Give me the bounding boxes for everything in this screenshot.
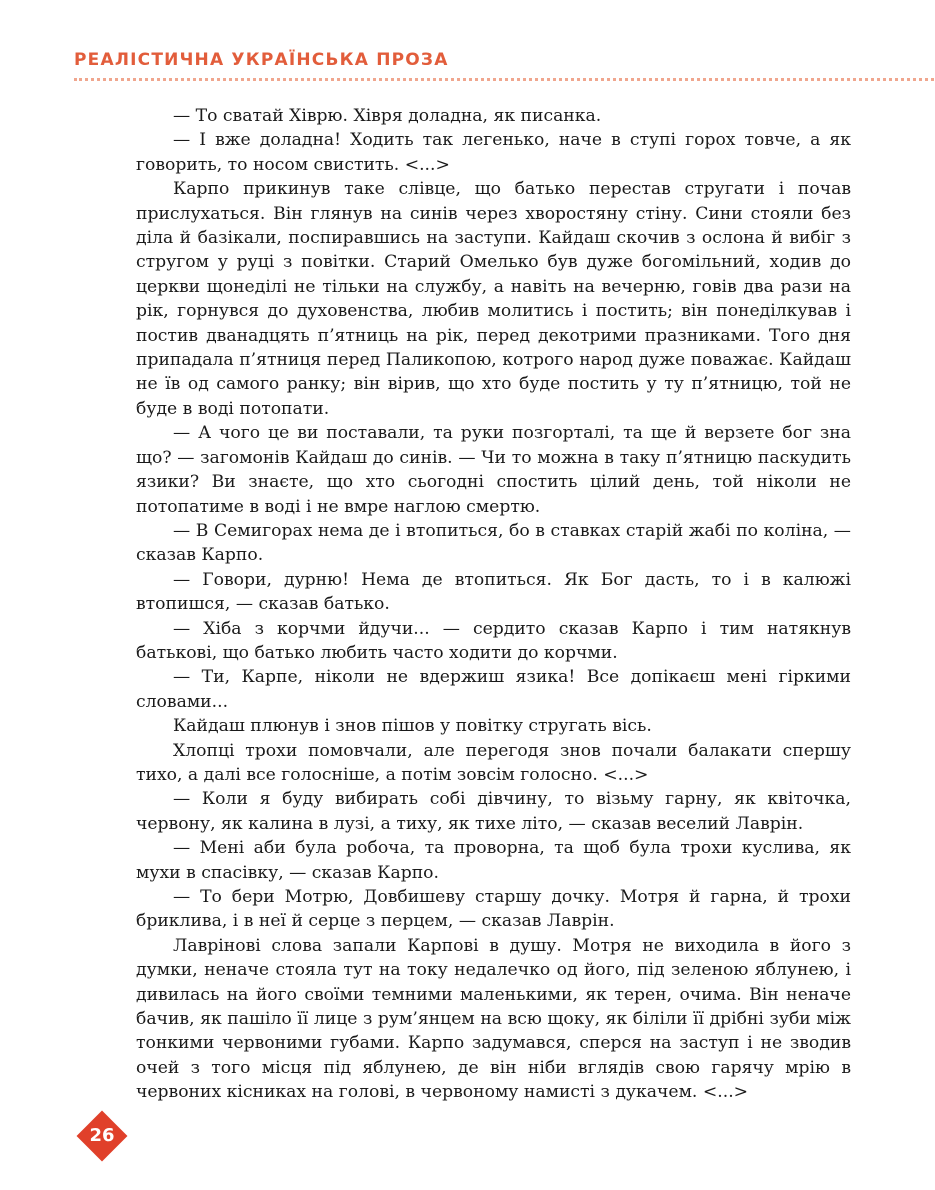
page-number-badge [76, 1110, 128, 1162]
paragraph: Лаврінові слова запали Карпові в душу. Мотря не виходила в його з думки, неначе стояла тут на току недалечко од його, під зеленою яблунею, і дивилась на його своїми темними маленькими, як терен, очима. Він неначе бачив, як пашіло її лице з рум’янцем на всю щоку, як біліли її дрібні зуби між тонкими червоними губами. Карпо задумався, сперся на заступ і не зводив очей з того місця під яблунею, де він ніби вглядів свою гарячу мрію в червоних кісниках на голові, в червоному намисті з дукачем. <...> [136, 935, 851, 1103]
paragraph: — Говори, дурню! Нема де втопиться. Як Бог дасть, то і в калюжі втопишся, — сказав батько. [136, 569, 851, 615]
text-body [136, 104, 851, 1105]
paragraph: — Хіба з корчми йдучи... — сердито сказав Карпо і тим натякнув батькові, що батько любить часто ходити до корчми. [136, 618, 851, 663]
paragraph: — І вже доладна! Ходить так легенько, наче в ступі горох товче, а як говорить, то носом свистить. <...> [136, 130, 851, 175]
paragraph: — Коли я буду вибирать собі дівчину, то візьму гарну, як квіточка, червону, як калина в лузі, а тиху, як тихе літо, — сказав веселий Лаврін. [136, 789, 851, 834]
paragraph: — Мені аби була робоча, та проворна, та щоб була трохи куслива, як мухи в спасівку, — сказав Карпо. [136, 838, 851, 883]
paragraph: Кайдаш плюнув і знов пішов у повітку стругать вісь. [173, 716, 652, 737]
dotted-header-rule [74, 78, 934, 81]
page-number: 26 [89, 1125, 115, 1146]
running-header: РЕАЛІСТИЧНА УКРАЇНСЬКА ПРОЗА [74, 50, 449, 70]
paragraph: Карпо прикинув таке слівце, що батько перестав стругати і почав прислухаться. Він глянув на синів через хворостяну стіну. Сини стояли без діла й базікали, поспиравшись на заступи. Кайдаш скочив з ослона й вибіг з стругом у руці з повітки. Старий Омелько був дуже богомільний, ходив до церкви щонеділі не тільки на службу, а навіть на вечерню, говів два рази на рік, горнувся до духовенства, любив молитись і постить; він понеділкував і постив дванадцять п’ятниць на рік, перед декотрими празниками. Того дня припадала п’ятниця перед Паликопою, котрого народ дуже поважає. Кайдаш не їв од самого ранку; він вірив, що хто буде постить у ту п’ятницю, той не буде в воді потопати. [136, 179, 851, 419]
paragraph: — То сватай Хіврю. Хівря доладна, як писанка. [173, 106, 602, 126]
paragraph: Хлопці трохи помовчали, але перегодя знов почали балакати спершу тихо, а далі все голосніше, а потім зовсім голосно. <...> [136, 740, 851, 785]
paragraph: — Ти, Карпе, ніколи не вдержиш язика! Все допікаєш мені гіркими словами... [136, 667, 851, 712]
paragraph: — А чого це ви поставали, та руки позгорталі, та ще й верзете бог зна що? — загомонів Кайдаш до синів. — Чи то можна в таку п’ятницю паскудить язики? Ви знаєте, що хто сьогодні спостить цілий день, той ніколи не потопатиме в воді і не вмре наглою смертю. [136, 423, 851, 517]
paragraph: — То бери Мотрю, Довбишеву старшу дочку. Мотря й гарна, й трохи бриклива, і в неї й серце з перцем, — сказав Лаврін. [136, 887, 851, 932]
paragraph: — В Семигорах нема де і втопиться, бо в ставках старій жабі по коліна, — сказав Карпо. [136, 520, 851, 566]
